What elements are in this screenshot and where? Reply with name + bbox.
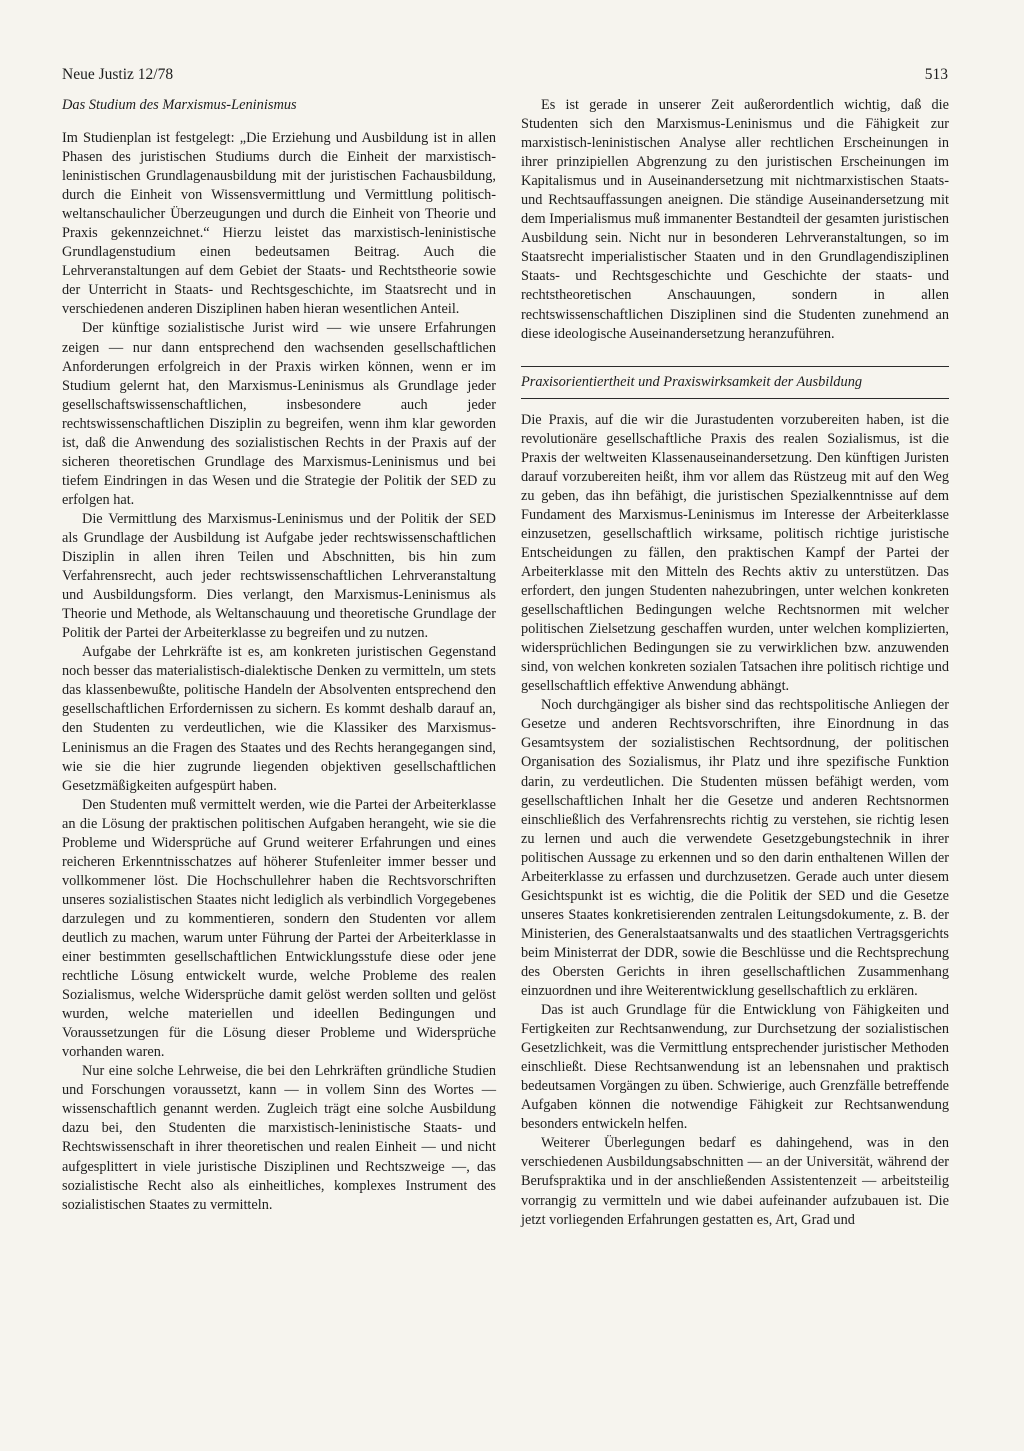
section-divider bbox=[521, 366, 949, 367]
paragraph: Aufgabe der Lehrkräfte ist es, am konkreten juristischen Gegenstand noch besser das materialistisch-dialektische Denken zu vermitteln, um stets das klassenbewußte, politische Handeln der Absolventen entsprechend den gesellschaftlichen Erfordernissen zu sichern. Es kommt deshalb darauf an, den Studenten zu verdeutlichen, wie die Klassiker des Marxismus-Leninismus an die Fragen des Staates und des Rechts herangegangen sind, wie sie die hier zugrunde liegenden objektiven gesellschaftlichen Gesetzmäßigkeiten aufgespürt haben. bbox=[62, 644, 496, 794]
paragraph: Den Studenten muß vermittelt werden, wie die Partei der Arbeiterklasse an die Lösung der praktischen politischen Aufgaben herangeht, wie sie die Probleme und Widersprüche auf Grund weiterer Erfahrungen und eines reicheren Erkenntnisschatzes auf höherer Stufenleiter immer besser und vollkommener löst. Die Hochschullehrer haben die Rechtsvorschriften unseres sozialistischen Staates nicht lediglich als verbindlich Vorgegebenes darzulegen und zu kommentieren, sondern den Studenten vor allem deutlich zu machen, warum unter Führung der Partei der Arbeiterklasse in einer bestimmten gesellschaftlichen Entwicklungsstufe diese oder jene rechtliche Lösung entwickelt wurde, welche Probleme des realen Sozialismus, welche Widersprüche damit gelöst werden sollten und gelöst wurden, welche materiellen und ideellen Bedingungen und Voraussetzungen für die Lösung dieser Probleme und Widersprüche vorhanden waren. bbox=[62, 796, 496, 1061]
paragraph: Die Praxis, auf die wir die Jurastudenten vorzubereiten haben, ist die revolutionäre gesellschaftliche Praxis des realen Sozialismus, ist die Praxis der weltweiten Klassenauseinandersetzung. Den künftigen Juristen darauf vorzubereiten heißt, ihm vor allem das Rüstzeug mit auf den Weg zu geben, das ihn befähigt, die juristischen Spezialkenntnisse auf dem Fundament des Marxismus-Leninismus im Interesse der Arbeiterklasse einzusetzen, gesellschaftlich wirksame, politisch richtige juristische Entscheidungen zu fällen, den praktischen Kampf der Partei der Arbeiterklasse mit den Mitteln des Rechts aktiv zu unterstützen. Das erfordert, den jungen Studenten nahezubringen, unter welchen konkreten gesellschaftlichen Bedingungen welche Rechtsnormen mit welcher politischen Zielsetzung geschaffen wurden, unter welchen komplizierten, widersprüchlichen Bedingungen sie zu verwirklichen bzw. anzuwenden sind, von welchen konkreten sozialen Tatsachen ihre politisch richtige und gesellschaftlich effektive Anwendung abhängt. bbox=[521, 411, 949, 695]
spacer bbox=[521, 344, 949, 356]
section-divider bbox=[521, 398, 949, 399]
page-number: 513 bbox=[924, 66, 948, 83]
paragraph: Noch durchgängiger als bisher sind das rechtspolitische Anliegen der Gesetze und anderen Rechtsvorschriften, ihre Einordnung in das Gesamtsystem der sozialistischen Rechtsordnung, der politischen Organisation des Sozialismus, ihr Platz und ihre spezifische Funktion darin, zu verdeutlichen. Die Studenten müssen befähigt werden, vom gesellschaftlichen Inhalt her die Gesetze und anderen Rechtsnormen einschließlich des Verfahrensrechts richtig zu verstehen, sie richtig lesen zu lernen und auch die verwendete Gesetzgebungstechnik in ihrer politischen Aussage zu erkennen und so den darin enthaltenen Willen der Arbeiterklasse zu erfassen und durchzusetzen. Gerade auch unter diesem Gesichtspunkt ist es wichtig, die die Politik der SED und die Gesetze unseres Staates konkretisierenden zentralen Leitungsdokumente, z. B. der Ministerien, des Generalstaatsanwalts und des staatlichen Vertragsgerichts beim Ministerrat der DDR, sowie die Beschlüsse und die Rechtsprechung des Obersten Gerichts in ihren gesellschaftlichen Zusammenhang einzuordnen und ihre Weiterentwicklung gesellschaftlich zu erklären. bbox=[521, 697, 949, 1000]
paragraph: Der künftige sozialistische Jurist wird — wie unsere Erfahrungen zeigen — nur dann entsprechend den wachsenden gesellschaftlichen Anforderungen erfolgreich in der Praxis wirken können, wenn er im Studium gelernt hat, den Marxismus-Leninismus als Grundlage jeder gesellschaftswissenschaftlichen, insbesondere auch jeder rechtswissenschaftlichen Disziplin zu begreifen, wenn ihm klar geworden ist, daß die Anwendung des sozialistischen Rechts in der Praxis auf der sicheren theoretischen Grundlage des Marxismus-Leninismus und bei tiefem Eindringen in das Wesen und die Strategie der Politik der SED zu erfolgen hat. bbox=[62, 320, 496, 508]
paragraph: Es ist gerade in unserer Zeit außerordentlich wichtig, daß die Studenten sich den Marxismus-Leninismus und die Fähigkeit zur marxistisch-leninistischen Analyse aller rechtlichen Erscheinungen in ihrer prinzipiellen Abgrenzung zu den juristischen Erscheinungen im Kapitalismus und in Auseinandersetzung mit nichtmarxistischen Staats- und Rechtsauffassungen aneignen. Die ständige Auseinandersetzung mit dem Imperialismus muß immanenter Bestandteil der gesamten juristischen Ausbildung sein. Nicht nur in besonderen Lehrveranstaltungen, so im Staatsrecht imperialistischer Staaten und in den Grundlagendisziplinen Staats- und Rechtsgeschichte und Geschichte der staats- und rechtstheoretischen Anschauungen, sondern in allen rechtswissenschaftlichen Disziplinen sind die Studenten zunehmend an diese ideologische Auseinandersetzung heranzuführen. bbox=[521, 97, 949, 342]
page-header bbox=[62, 66, 948, 90]
section-title-marxismus: Das Studium des Marxismus-Leninismus bbox=[62, 97, 297, 113]
left-column bbox=[62, 96, 496, 1215]
paragraph: Das ist auch Grundlage für die Entwicklung von Fähigkeiten und Fertigkeiten zur Rechtsanwendung, zur Durchsetzung der sozialistischen Gesetzlichkeit, was die Vermittlung entsprechender juristischer Methoden einschließt. Diese Rechtsanwendung ist an lebensnahen und praktisch bedeutsamen Vorgängen zu üben. Schwierige, auch Grenzfälle betreffende Aufgaben können die notwendige Fähigkeit zur Rechtsanwendung besonders entwickeln helfen. bbox=[521, 1002, 949, 1133]
paragraph: Weiterer Überlegungen bedarf es dahingehend, was in den verschiedenen Ausbildungsabschnitten — an der Universität, während der Berufspraktika und in der anschließenden Assistentenzeit — arbeitsteilig vorrangig zu vermitteln und wie dabei aufeinander aufzubauen ist. Die jetzt vorliegenden Erfahrungen gestatten es, Art, Grad und bbox=[521, 1135, 949, 1228]
paragraph: Die Vermittlung des Marxismus-Leninismus und der Politik der SED als Grundlage der Ausbildung ist Aufgabe jeder rechtswissenschaftlichen Disziplin in allen ihren Teilen und Abschnitten, bis hin zum Verfahrensrecht, auch jeder rechtswissenschaftlichen Lehrveranstaltung und Ausbildungsform. Dies verlangt, den Marxismus-Leninismus als Theorie und Methode, als Weltanschauung und theoretische Grundlage der Politik der Partei der Arbeiterklasse zu begreifen und zu nutzen. bbox=[62, 510, 496, 642]
paragraph: Nur eine solche Lehrweise, die bei den Lehrkräften gründliche Studien und Forschungen voraussetzt, kann — in vollem Sinn des Wortes — wissenschaftlich genannt werden. Zugleich trägt eine solche Ausbildung dazu bei, den Studenten die marxistisch-leninistische Staats- und Rechtswissenschaft in ihrer theoretischen und realen Einheit — und nicht aufgesplittert in viele juristische Disziplinen und Rechtszweige —, das sozialistische Recht also als einheitliches, komplexes Instrument des sozialistischen Staates zu vermitteln. bbox=[62, 1063, 496, 1213]
right-column bbox=[521, 96, 949, 1230]
journal-title: Neue Justiz 12/78 bbox=[62, 66, 174, 83]
paragraph: Im Studienplan ist festgelegt: „Die Erziehung und Ausbildung ist in allen Phasen des juristischen Studiums durch die Einheit der marxistisch-leninistischen Grundlagenausbildung mit der juristischen Fachausbildung, durch die Einheit von Wissensvermittlung und Vermittlung politisch-weltanschaulicher Überzeugungen und durch die Einheit von Theorie und Praxis gekennzeichnet.“ Hierzu leistet das marxistisch-leninistische Grundlagenstudium einen bedeutsamen Beitrag. Auch die Lehrveranstaltungen auf dem Gebiet der Staats- und Rechtstheorie sowie der Unterricht in Staats- und Rechtsgeschichte, im Staatsrecht und in verschiedenen anderen Disziplinen haben hieran wesentlichen Anteil. bbox=[62, 130, 496, 318]
section-title-praxis: Praxisorientiertheit und Praxiswirksamkeit der Ausbildung bbox=[521, 373, 863, 390]
